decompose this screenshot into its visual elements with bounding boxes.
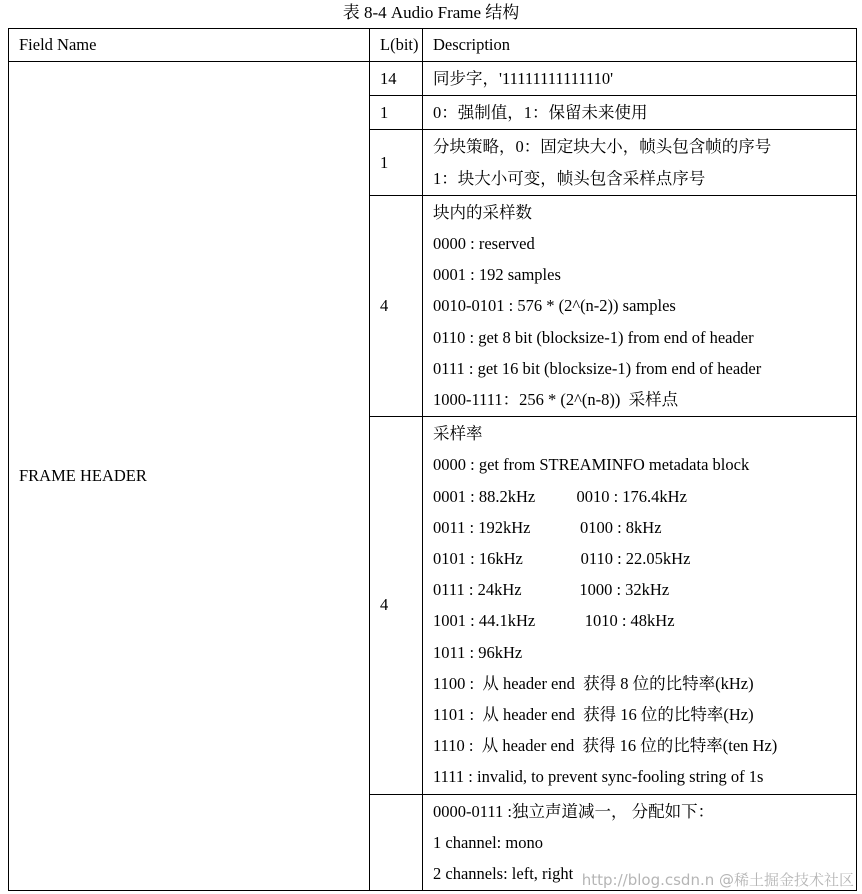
- table-caption: 表 8-4 Audio Frame 结构: [342, 3, 520, 22]
- length-cell: 1: [370, 96, 423, 130]
- field-frame-header: FRAME HEADER: [9, 62, 370, 891]
- length-cell: 1: [370, 130, 423, 195]
- description-cell: [423, 130, 857, 195]
- description-line: 0000-0111 :独立声道减一， 分配如下：: [433, 801, 715, 821]
- description-line: 1：块大小可变，帧头包含采样点序号: [433, 168, 706, 188]
- description-line: 2 channels: left, right: [433, 864, 574, 884]
- length-cell: 4: [370, 417, 423, 794]
- description-line: 0：强制值，1：保留未来使用: [433, 103, 648, 123]
- header-field-name: Field Name: [9, 29, 370, 62]
- audio-frame-table: [8, 28, 857, 891]
- description-line: 1011 : 96kHz: [433, 642, 523, 662]
- description-line: 0011 : 192kHz 0100 : 8kHz: [433, 517, 662, 537]
- description-cell: [423, 195, 857, 416]
- table-header-row: [9, 29, 857, 62]
- description-cell: [423, 96, 857, 130]
- description-line: 0110 : get 8 bit (blocksize-1) from end of header: [433, 327, 754, 347]
- table-row: [9, 62, 857, 96]
- description-line: 0101 : 16kHz 0110 : 22.05kHz: [433, 549, 691, 569]
- description-line: 1101 : 从 header end 获得 16 位的比特率(Hz): [433, 705, 754, 725]
- description-line: 1110 : 从 header end 获得 16 位的比特率(ten Hz): [433, 736, 778, 756]
- description-cell: [423, 62, 857, 96]
- watermark: http://blog.csdn.n @稀土掘金技术社区: [581, 871, 854, 889]
- header-length: L(bit): [370, 29, 423, 62]
- description-cell: [423, 417, 857, 794]
- description-line: 1100 : 从 header end 获得 8 位的比特率(kHz): [433, 673, 754, 693]
- description-line: 0010-0101 : 576 * (2^(n-2)) samples: [433, 296, 676, 316]
- description-line: 0000 : get from STREAMINFO metadata block: [433, 455, 750, 475]
- description-line: 0111 : 24kHz 1000 : 32kHz: [433, 580, 670, 600]
- description-line: 0111 : get 16 bit (blocksize-1) from end of header: [433, 358, 762, 378]
- description-line: 同步字，'11111111111110': [433, 69, 614, 88]
- description-line: 1001 : 44.1kHz 1010 : 48kHz: [433, 611, 675, 631]
- description-line: 0001 : 88.2kHz 0010 : 176.4kHz: [433, 486, 687, 506]
- description-line: 分块策略，0：固定块大小，帧头包含帧的序号: [433, 137, 772, 157]
- header-description: Description: [423, 29, 857, 62]
- description-line: 0001 : 192 samples: [433, 265, 561, 285]
- description-line: 1 channel: mono: [433, 832, 543, 852]
- description-line: 1000-1111：256 * (2^(n-8)) 采样点: [433, 390, 679, 410]
- description-line: 1111 : invalid, to prevent sync-fooling string of 1s: [433, 767, 764, 787]
- length-cell: [370, 794, 423, 891]
- description-line: 0000 : reserved: [433, 234, 535, 254]
- length-cell: 14: [370, 62, 423, 96]
- description-line: 块内的采样数: [433, 202, 532, 222]
- description-line: 采样率: [433, 424, 483, 444]
- length-cell: 4: [370, 195, 423, 416]
